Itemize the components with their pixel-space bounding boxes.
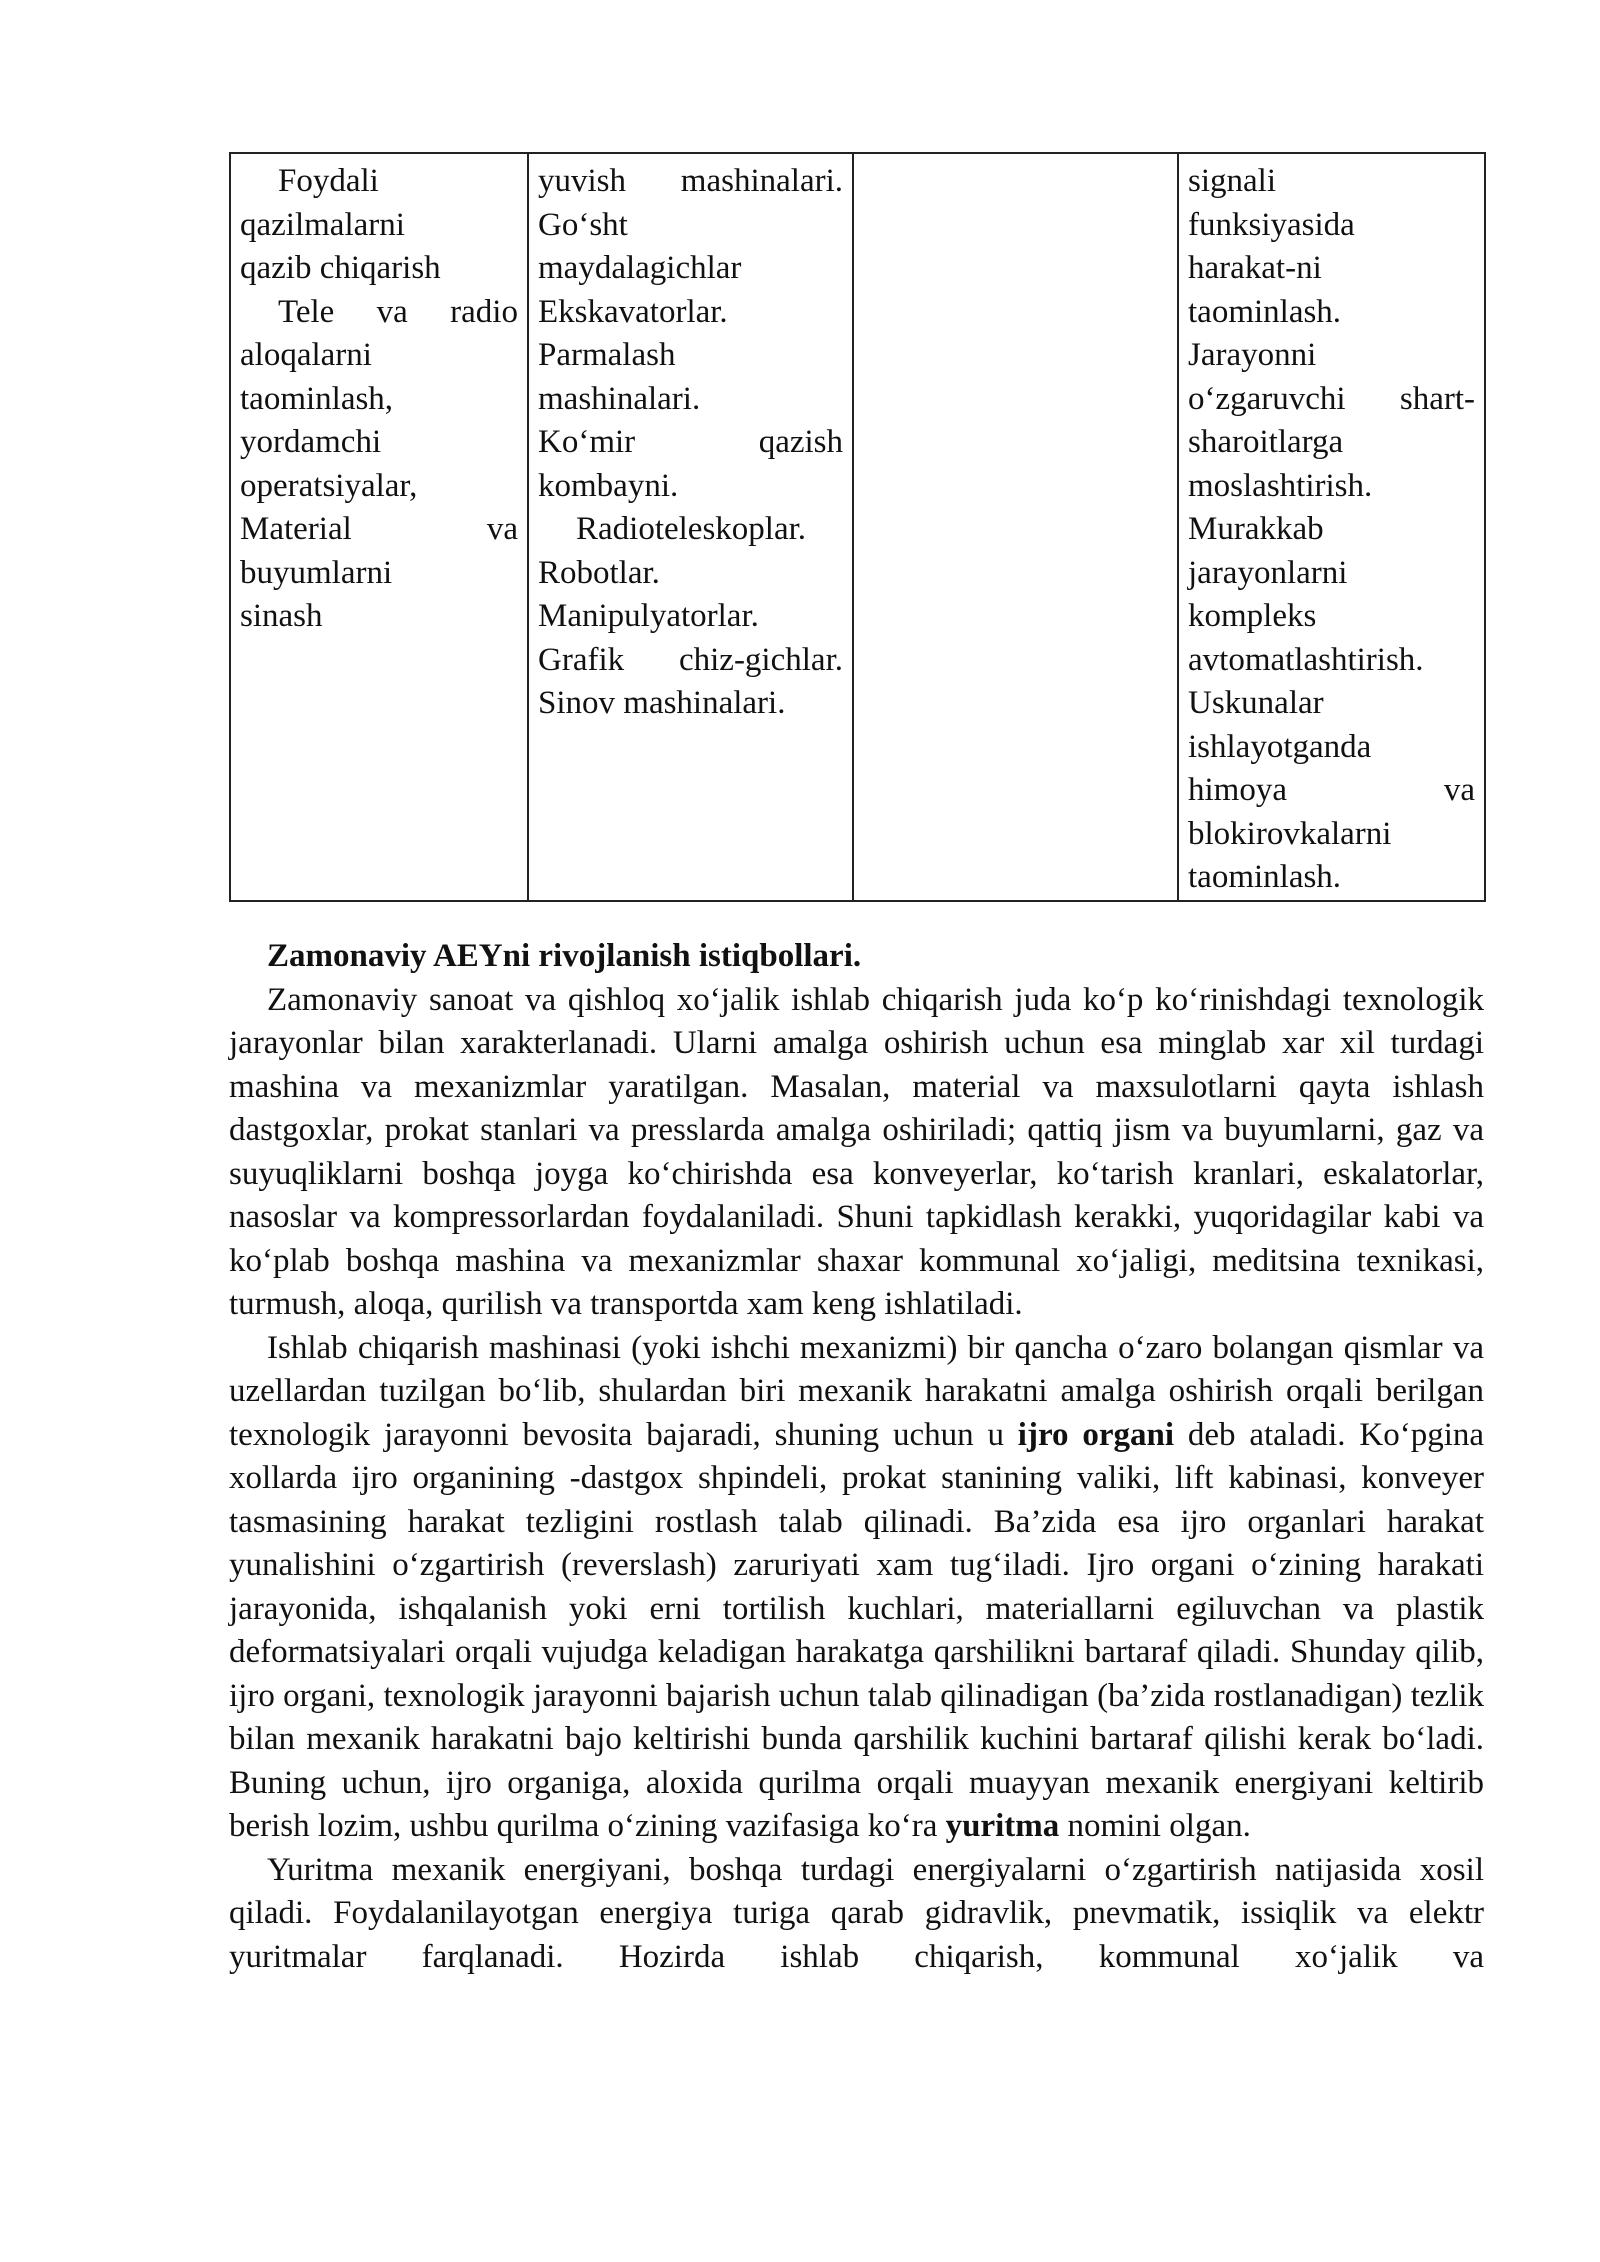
word: qazish [758,424,843,460]
cell-line: Uskunalar [1188,685,1324,721]
cell-line: qazib chiqarish [240,250,441,286]
paragraph-2 [229,1327,1484,1849]
table-cell-col1 [230,153,528,901]
word: Ko‘mir [538,424,636,460]
cell-line: avtomatlashtirish. [1188,641,1424,678]
cell-line: buyumlarni [240,554,393,591]
cell-line [1188,378,1475,422]
cell-line [538,160,843,204]
cell-line: jarayonlarni [1188,554,1348,591]
cell-line: aloqalarni [240,337,372,373]
word: va [1443,772,1475,808]
cell-line: Murakkab [1188,511,1324,547]
word: shart- [1399,380,1475,417]
cell-line [1188,769,1475,813]
word: himoya [1188,772,1287,808]
cell-line: ishlayotganda [1188,728,1372,765]
cell-line: Manipulyatorlar. [538,598,759,634]
section-heading: Zamonaviy AEYni rivojlanish istiqbollari. [267,938,862,974]
cell-line: taominlash. [1188,859,1342,895]
word: Material [240,511,352,547]
cell-line: operatsiyalar, [240,467,418,504]
cell-line [538,421,843,465]
word: mashinalari. [680,163,843,199]
cell-line: taominlash, [240,380,394,417]
body-text [229,935,1484,1979]
word: va [486,511,518,547]
word: radio [450,293,518,330]
word: Tele [278,293,335,330]
cell-line: Sinov mashinalari. [538,685,786,721]
cell-line: sinash [240,598,323,634]
table-container [229,152,1484,902]
cell-line: Robotlar. [538,554,660,591]
cell-line: Go‘sht [538,206,628,243]
cell-line: Jarayonni [1188,337,1317,373]
cell-line: sharoitlarga [1188,424,1344,460]
term-ijro-organi: ijro organi [1017,1416,1175,1453]
word: va [376,293,408,330]
cell-line: Ekskavatorlar. [538,293,728,330]
word: yuvish [538,163,627,199]
cell-line: yordamchi [240,424,382,460]
paragraph-3: Yuritma mexanik energiyani, boshqa turdagi energiyalarni o‘zgartirish natijasida xosil qiladi. Foydalanilayotgan energiya turiga qarab gidravlik, pnevmatik, issiqlik va elektr yuritmalar farqlanadi. Hozirda ishlab chiqarish, kommunal xo‘jalik va [229,1851,1484,1975]
continued-table [229,152,1486,902]
cell-line: harakat-ni [1188,250,1322,286]
cell-line [240,508,518,552]
cell-line: mashinalari. [538,380,701,417]
table-cell-col2 [528,153,853,901]
cell-line [240,291,518,335]
table-cell-col4 [1178,153,1485,901]
paragraph-1: Zamonaviy sanoat va qishloq xo‘jalik ishlab chiqarish juda ko‘p ko‘rinishdagi texnologik jarayonlar bilan xarakterlanadi. Ularni amalga oshirish uchun esa minglab xar xil turdagi mashina va mexanizmlar yaratilgan. Masalan, material va maxsulotlarni qayta ishlash dastgoxlar, prokat stanlari va presslarda amalga oshiriladi; qattiq jism va buyumlarni, gaz va suyuqliklarni boshqa joyga ko‘chirishda esa konveyerlar, ko‘tarish kranlari, eskalatorlar, nasoslar va kompressorlardan foydalaniladi. Shuni tapkidlash kerakki, yuqoridagilar kabi va ko‘plab boshqa mashina va mexanizmlar shaxar kommunal xo‘jaligi, meditsina texnikasi, turmush, aloqa, qurilish va transportda xam keng ishlatiladi. [229,981,1484,1322]
word: Grafik [538,641,625,678]
cell-line: blokirovkalarni [1188,815,1392,852]
table-row [230,153,1485,901]
cell-line [538,639,843,683]
cell-line: kombayni. [538,467,679,504]
cell-line: taominlash. [1188,293,1342,330]
cell-line: Radioteleskoplar. [576,511,807,547]
term-yuritma: yuritma [945,1808,1060,1844]
cell-line: funksiyasida [1188,206,1355,243]
cell-line: Foydali [278,163,379,199]
paragraph-text: deb ataladi. Ko‘pgina xollarda ijro organining -dastgox shpindeli, prokat stanining valiki, lift kabinasi, konveyer tasmasining harakat tezligini rostlash talab qilinadi. Ba’zida esa ijro organlari harakat yunalishini o‘zgartirish (reverslash) zaruriyati xam tug‘iladi. Ijro organi o‘zining harakati jarayonida, ishqalanish yoki erni tortilish kuchlari, materiallarni egiluvchan va plastik deformatsiyalari orqali vujudga keladigan harakatga qarshilikni bartaraf qiladi. Shunday qilib, ijro organi, texnologik jarayonni bajarish uchun talab qilinadigan (ba’zida rostlanadigan) tezlik bilan mexanik harakatni bajo keltirishi bunda qarshilik kuchini bartaraf qilishi kerak bo‘ladi. Buning uchun, ijro organiga, aloxida qurilma orqali muayyan mexanik energiyani keltirib berish lozim, ushbu qurilma o‘zining vazifasiga ko‘ra [229,1416,1485,1844]
table-cell-col3 [853,153,1178,901]
word: o‘zgaruvchi [1188,380,1346,417]
paragraph-text: Ishlab chiqarish mashinasi (yoki ishchi mexanizmi) bir qancha o‘zaro bolangan qismlar va uzellardan tuzilgan bo‘lib, shulardan biri mexanik harakatni amalga oshirish orqali berilgan texnologik jarayonni bevosita bajaradi, shuning uchun u [229,1329,1484,1453]
cell-line: moslashtirish. [1188,467,1373,504]
cell-line: qazilmalarni [240,206,405,243]
cell-line: kompleks [1188,598,1317,634]
paragraph-text: nomini olgan. [1067,1808,1251,1844]
cell-line: signali [1188,163,1276,199]
cell-line: Parmalash [538,337,676,373]
word: chiz-gichlar. [678,641,843,678]
cell-line: maydalagichlar [538,250,742,286]
